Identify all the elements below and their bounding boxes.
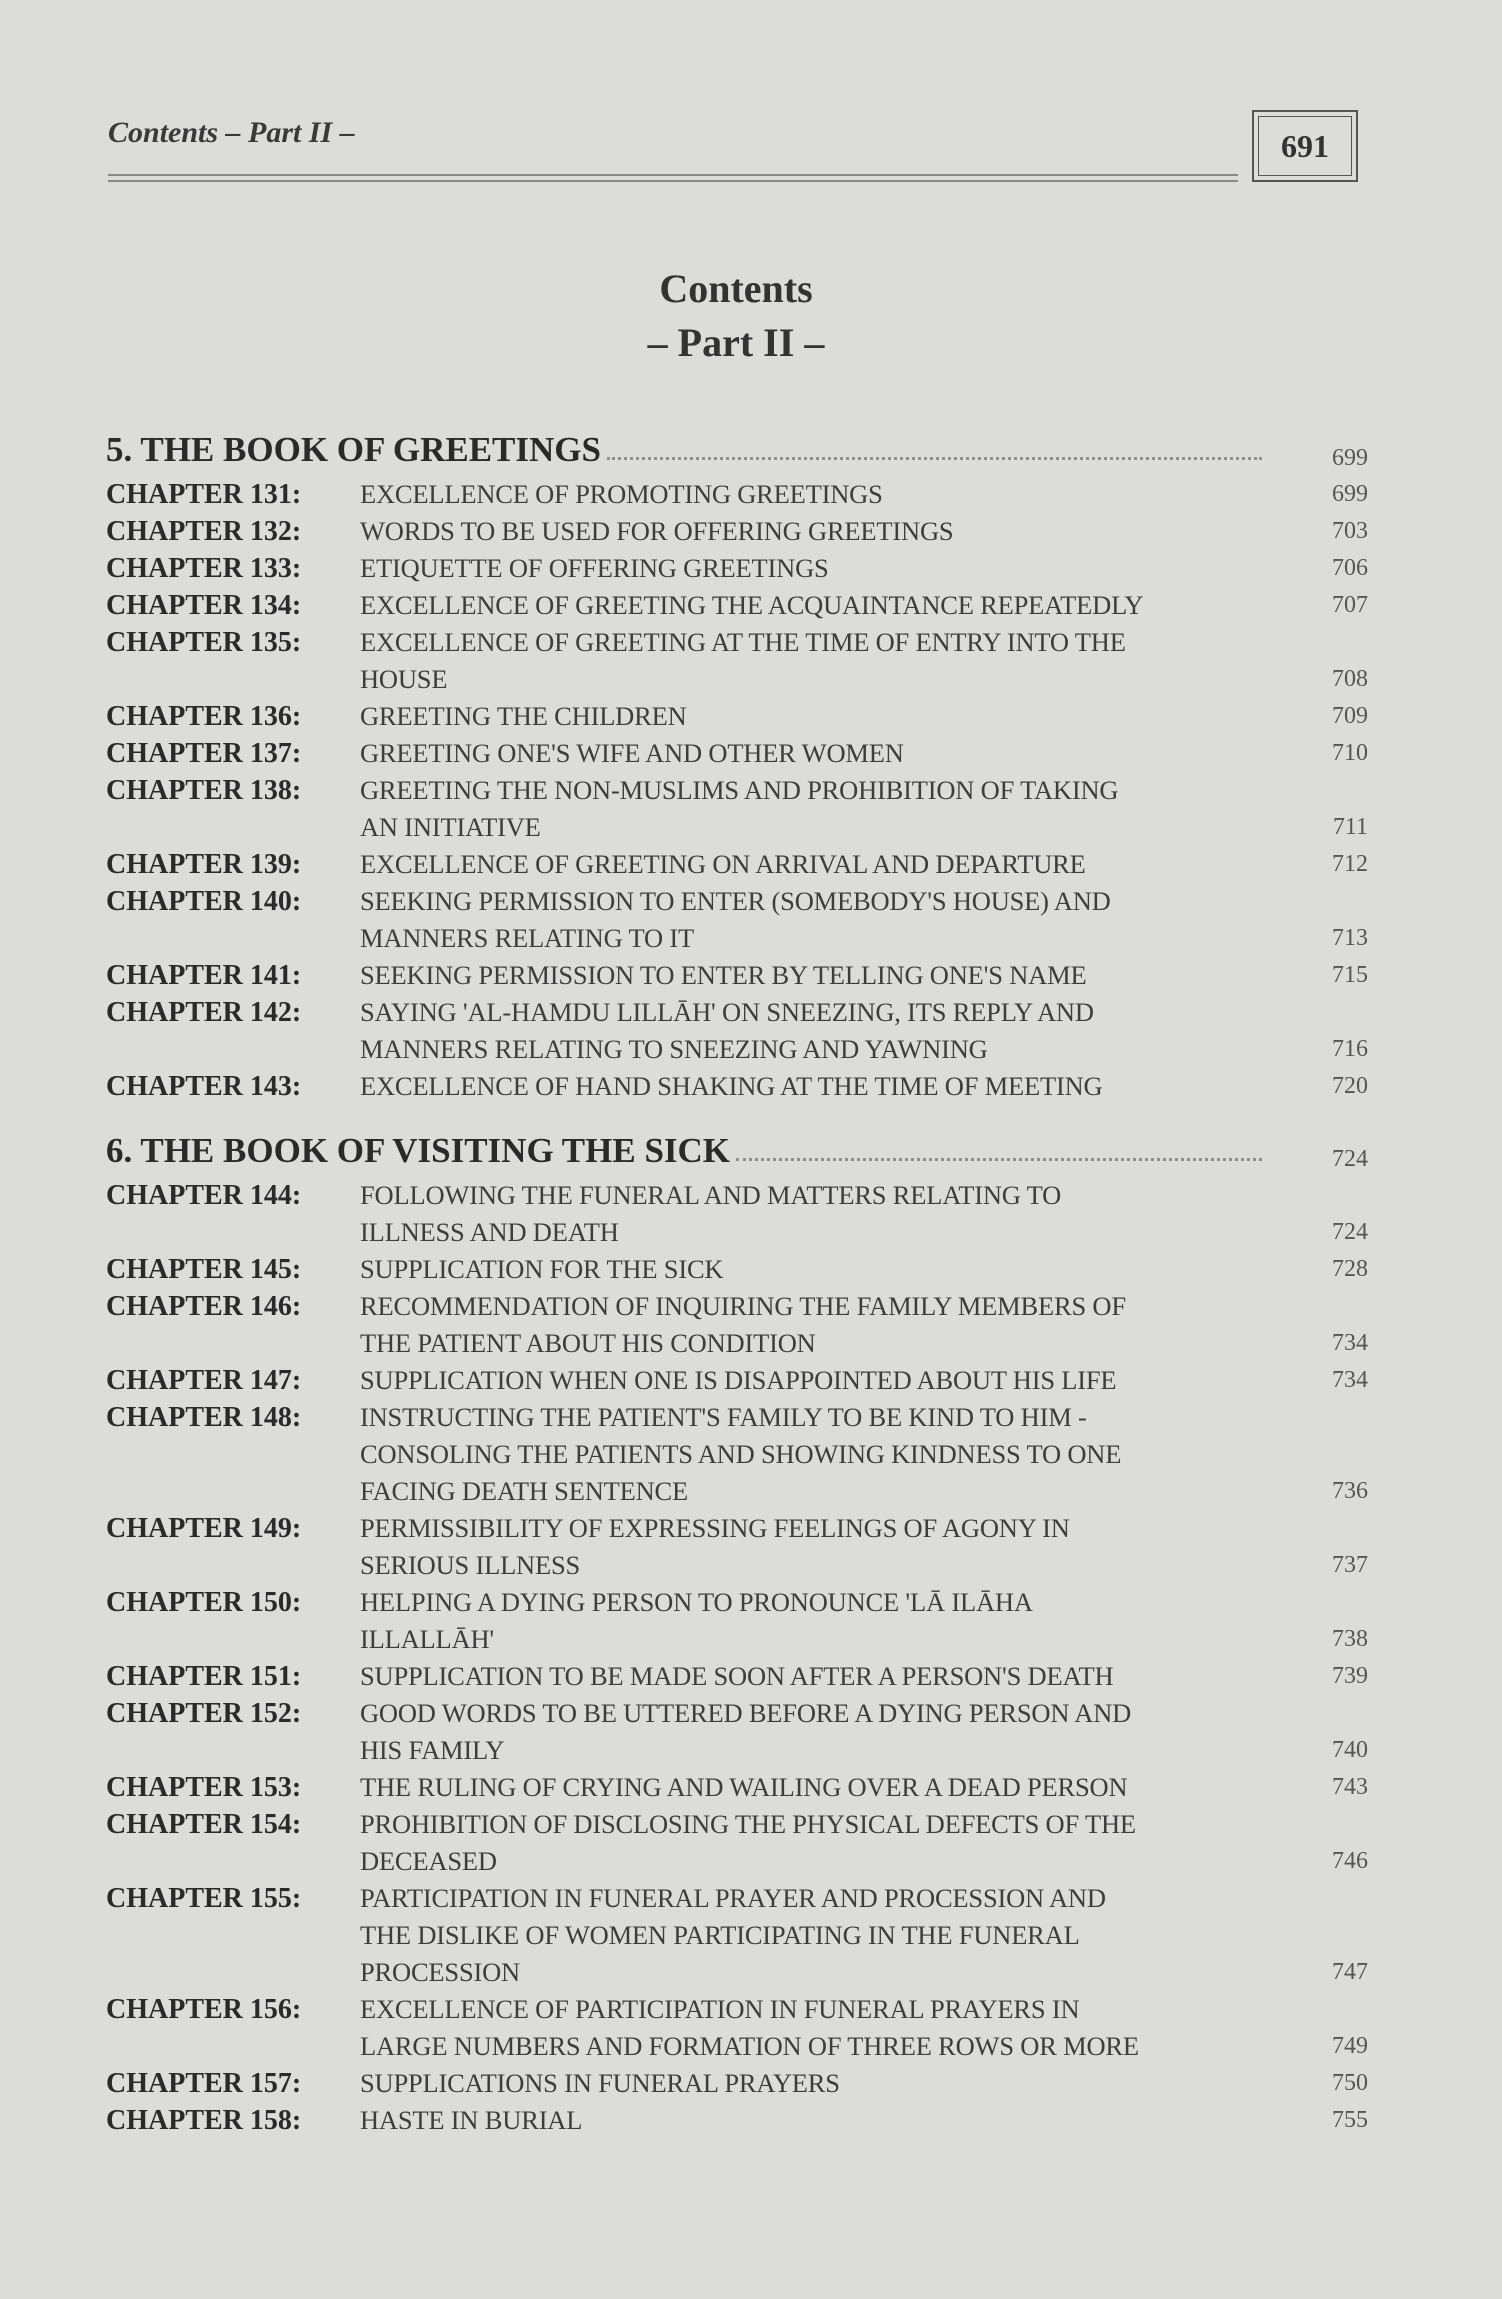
dot-leader	[607, 457, 1262, 460]
chapter-entry	[106, 513, 1368, 550]
chapter-number: CHAPTER 143:	[106, 1071, 302, 1102]
chapter-title: SUPPLICATION WHEN ONE IS DISAPPOINTED ABOUT HIS LIFE	[360, 1365, 1117, 1395]
chapter-title: PERMISSIBILITY OF EXPRESSING FEELINGS OF AGONY IN SERIOUS ILLNESS	[360, 1513, 1070, 1580]
chapter-page-number: 724	[1332, 1219, 1368, 1245]
chapter-page-number: 736	[1332, 1478, 1368, 1504]
chapter-page-number: 728	[1332, 1256, 1368, 1282]
chapter-entry	[106, 1510, 1368, 1584]
chapter-page-number: 699	[1332, 481, 1368, 507]
chapter-title: SUPPLICATION TO BE MADE SOON AFTER A PERSON'S DEATH	[360, 1661, 1114, 1691]
chapter-title: INSTRUCTING THE PATIENT'S FAMILY TO BE KIND TO HIM - CONSOLING THE PATIENTS AND SHOWING KINDNESS TO ONE FACING DEATH SENTENCE	[360, 1402, 1122, 1506]
chapter-title: RECOMMENDATION OF INQUIRING THE FAMILY MEMBERS OF THE PATIENT ABOUT HIS CONDITION	[360, 1291, 1126, 1358]
chapter-number: CHAPTER 132:	[106, 516, 302, 547]
chapter-title: SEEKING PERMISSION TO ENTER (SOMEBODY'S HOUSE) AND MANNERS RELATING TO IT	[360, 886, 1111, 953]
book-heading-row	[106, 426, 1368, 472]
chapter-number: CHAPTER 155:	[106, 1883, 302, 1914]
chapter-title: EXCELLENCE OF GREETING THE ACQUAINTANCE REPEATEDLY	[360, 590, 1144, 620]
chapter-page-number: 734	[1332, 1330, 1368, 1356]
chapter-page-number: 740	[1332, 1737, 1368, 1763]
chapter-entry	[106, 846, 1368, 883]
chapter-number: CHAPTER 152:	[106, 1698, 302, 1729]
chapter-title: EXCELLENCE OF HAND SHAKING AT THE TIME OF MEETING	[360, 1071, 1103, 1101]
chapter-title: WORDS TO BE USED FOR OFFERING GREETINGS	[360, 516, 954, 546]
chapter-number: CHAPTER 154:	[106, 1809, 302, 1840]
chapter-page-number: 738	[1332, 1626, 1368, 1652]
chapter-number: CHAPTER 146:	[106, 1291, 302, 1322]
table-of-contents	[106, 426, 1368, 2139]
chapter-title: ETIQUETTE OF OFFERING GREETINGS	[360, 553, 829, 583]
chapter-number: CHAPTER 150:	[106, 1587, 302, 1618]
chapter-page-number: 711	[1332, 814, 1368, 840]
page-number-box	[1252, 110, 1358, 182]
book-title: 6. THE BOOK OF VISITING THE SICK	[106, 1131, 731, 1170]
chapter-page-number: 749	[1332, 2033, 1368, 2059]
chapter-number: CHAPTER 158:	[106, 2105, 302, 2136]
chapter-title: EXCELLENCE OF GREETING AT THE TIME OF ENTRY INTO THE HOUSE	[360, 627, 1126, 694]
chapter-entry	[106, 1177, 1368, 1251]
chapter-entry	[106, 994, 1368, 1068]
chapter-page-number: 716	[1332, 1036, 1368, 1062]
dot-leader	[736, 1158, 1262, 1161]
chapter-title: GREETING THE CHILDREN	[360, 701, 687, 731]
chapter-number: CHAPTER 131:	[106, 479, 302, 510]
chapter-title: PROHIBITION OF DISCLOSING THE PHYSICAL DEFECTS OF THE DECEASED	[360, 1809, 1136, 1876]
header-rule-top	[108, 174, 1238, 176]
chapter-entry	[106, 550, 1368, 587]
chapter-page-number: 703	[1332, 518, 1368, 544]
chapter-number: CHAPTER 134:	[106, 590, 302, 621]
chapter-entry	[106, 587, 1368, 624]
chapter-title: SUPPLICATION FOR THE SICK	[360, 1254, 724, 1284]
chapter-entry	[106, 476, 1368, 513]
chapter-title: SUPPLICATIONS IN FUNERAL PRAYERS	[360, 2068, 840, 2098]
chapter-page-number: 715	[1332, 962, 1368, 988]
running-title: Contents – Part II –	[108, 116, 355, 149]
chapter-title: GOOD WORDS TO BE UTTERED BEFORE A DYING PERSON AND HIS FAMILY	[360, 1698, 1132, 1765]
chapter-number: CHAPTER 135:	[106, 627, 302, 658]
chapter-page-number: 712	[1332, 851, 1368, 877]
page-number: 691	[1258, 116, 1352, 176]
chapter-page-number: 739	[1332, 1663, 1368, 1689]
chapter-entry	[106, 2065, 1368, 2102]
chapter-title: EXCELLENCE OF PROMOTING GREETINGS	[360, 479, 883, 509]
chapter-page-number: 713	[1332, 925, 1368, 951]
chapter-number: CHAPTER 139:	[106, 849, 302, 880]
book-title: 5. THE BOOK OF GREETINGS	[106, 430, 601, 469]
chapter-page-number: 707	[1332, 592, 1368, 618]
chapter-number: CHAPTER 133:	[106, 553, 302, 584]
chapter-title: GREETING THE NON-MUSLIMS AND PROHIBITION OF TAKING AN INITIATIVE	[360, 775, 1119, 842]
chapter-title: EXCELLENCE OF GREETING ON ARRIVAL AND DEPARTURE	[360, 849, 1086, 879]
heading-line-2: – Part II –	[647, 320, 825, 365]
chapter-page-number: 709	[1332, 703, 1368, 729]
chapter-page-number: 706	[1332, 555, 1368, 581]
chapter-entry	[106, 735, 1368, 772]
chapter-entry	[106, 772, 1368, 846]
header-rule-bottom	[108, 180, 1238, 182]
chapter-entry	[106, 698, 1368, 735]
chapter-number: CHAPTER 147:	[106, 1365, 302, 1396]
chapter-number: CHAPTER 142:	[106, 997, 302, 1028]
contents-heading	[0, 262, 1472, 370]
chapter-number: CHAPTER 145:	[106, 1254, 302, 1285]
chapter-title: GREETING ONE'S WIFE AND OTHER WOMEN	[360, 738, 904, 768]
chapter-entry	[106, 1399, 1368, 1510]
chapter-entry	[106, 2102, 1368, 2139]
chapter-page-number: 734	[1332, 1367, 1368, 1393]
chapter-title: THE RULING OF CRYING AND WAILING OVER A DEAD PERSON	[360, 1772, 1128, 1802]
chapter-page-number: 755	[1332, 2107, 1368, 2133]
chapter-page-number: 710	[1332, 740, 1368, 766]
chapter-entry	[106, 1769, 1368, 1806]
chapter-page-number: 737	[1332, 1552, 1368, 1578]
chapter-page-number: 743	[1332, 1774, 1368, 1800]
chapter-page-number: 720	[1332, 1073, 1368, 1099]
chapter-title: HELPING A DYING PERSON TO PRONOUNCE 'LĀ ILĀHA ILLALLĀH'	[360, 1587, 1033, 1654]
chapter-number: CHAPTER 151:	[106, 1661, 302, 1692]
heading-line-1: Contents	[659, 266, 813, 311]
chapter-number: CHAPTER 157:	[106, 2068, 302, 2099]
book-page-number: 724	[1332, 1146, 1368, 1172]
chapter-title: FOLLOWING THE FUNERAL AND MATTERS RELATING TO ILLNESS AND DEATH	[360, 1180, 1062, 1247]
chapter-page-number: 746	[1332, 1848, 1368, 1874]
chapter-entry	[106, 1068, 1368, 1105]
chapter-entry	[106, 1362, 1368, 1399]
chapter-entry	[106, 1991, 1368, 2065]
chapter-entry	[106, 1806, 1368, 1880]
chapter-entry	[106, 1658, 1368, 1695]
chapter-entry	[106, 957, 1368, 994]
chapter-title: EXCELLENCE OF PARTICIPATION IN FUNERAL PRAYERS IN LARGE NUMBERS AND FORMATION OF THREE ROWS OR MORE	[360, 1994, 1139, 2061]
chapter-entry	[106, 1695, 1368, 1769]
chapter-title: SEEKING PERMISSION TO ENTER BY TELLING ONE'S NAME	[360, 960, 1087, 990]
chapter-page-number: 747	[1332, 1959, 1368, 1985]
chapter-number: CHAPTER 141:	[106, 960, 302, 991]
chapter-entry	[106, 883, 1368, 957]
chapter-page-number: 750	[1332, 2070, 1368, 2096]
book-page-number: 699	[1332, 445, 1368, 471]
chapter-title: PARTICIPATION IN FUNERAL PRAYER AND PROCESSION AND THE DISLIKE OF WOMEN PARTICIPATING IN THE FUNERAL PROCESSION	[360, 1883, 1106, 1987]
chapter-entry	[106, 624, 1368, 698]
chapter-page-number: 708	[1332, 666, 1368, 692]
chapter-entry	[106, 1251, 1368, 1288]
chapter-entry	[106, 1288, 1368, 1362]
chapter-number: CHAPTER 144:	[106, 1180, 302, 1211]
book-heading-row	[106, 1127, 1368, 1173]
chapter-number: CHAPTER 153:	[106, 1772, 302, 1803]
chapter-number: CHAPTER 148:	[106, 1402, 302, 1433]
chapter-number: CHAPTER 136:	[106, 701, 302, 732]
chapter-number: CHAPTER 149:	[106, 1513, 302, 1544]
chapter-number: CHAPTER 140:	[106, 886, 302, 917]
chapter-title: HASTE IN BURIAL	[360, 2105, 583, 2135]
chapter-number: CHAPTER 138:	[106, 775, 302, 806]
chapter-number: CHAPTER 156:	[106, 1994, 302, 2025]
chapter-entry	[106, 1880, 1368, 1991]
chapter-number: CHAPTER 137:	[106, 738, 302, 769]
chapter-entry	[106, 1584, 1368, 1658]
chapter-title: SAYING 'AL-HAMDU LILLĀH' ON SNEEZING, ITS REPLY AND MANNERS RELATING TO SNEEZING AND YAWNING	[360, 997, 1094, 1064]
